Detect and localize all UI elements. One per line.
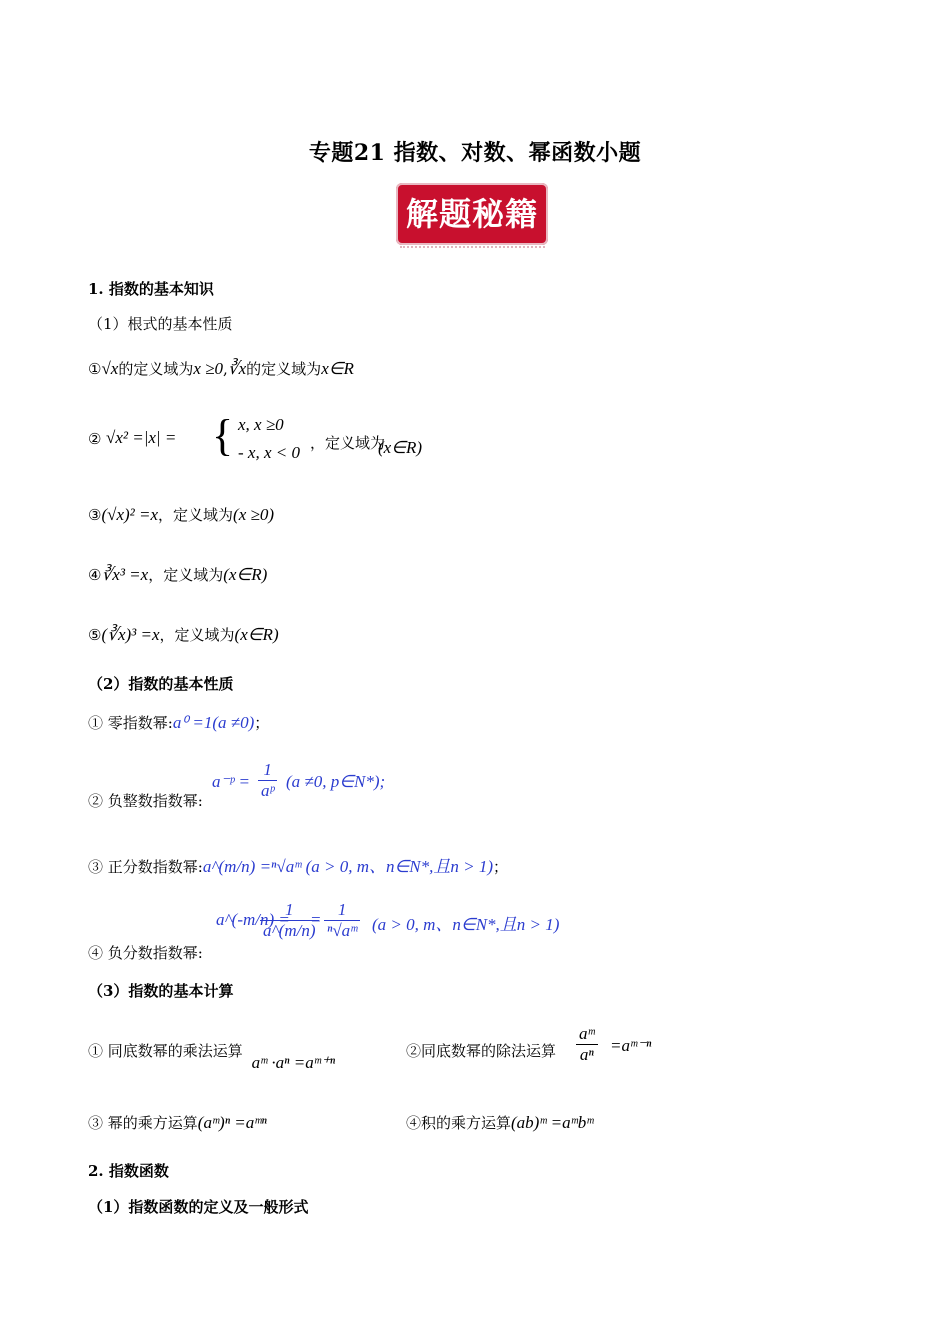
formula-condition: (a ≠0, p∈N*); — [286, 772, 386, 791]
rule-text: ，定义域为 — [310, 434, 386, 452]
fraction-denominator: ⁿ√aᵐ — [327, 921, 358, 940]
case-line-1: x, x ≥0 — [238, 415, 284, 434]
item-number: ③ — [88, 506, 102, 524]
fraction — [258, 760, 277, 801]
math-expression: ∛x — [227, 359, 247, 378]
formula: (ab)ᵐ =aᵐbᵐ — [511, 1113, 594, 1132]
formula: a⁰ =1(a ≠0) — [172, 713, 255, 732]
fraction-numerator: 1 — [260, 900, 319, 921]
formula: aᵐ ·aⁿ =aᵐ⁺ⁿ — [251, 1053, 336, 1072]
rule-text: 的定义域为 — [118, 360, 194, 378]
math-expression: √x — [101, 359, 119, 378]
badge-label: 解题秘籍 — [405, 195, 538, 233]
subsection-1-2-title: （2）指数的基本性质 — [88, 675, 234, 693]
math-expression: x ≥0 — [193, 359, 223, 378]
math-expression: (x∈R) — [234, 625, 279, 644]
page-title: 专题21 指数、对数、幂函数小题 — [308, 140, 642, 166]
subsection-2-1-title: （1）指数函数的定义及一般形式 — [88, 1198, 309, 1216]
math-expression: (√x)² =x — [101, 505, 159, 524]
rule-label: ① 同底数幂的乘法运算 — [88, 1042, 243, 1060]
left-brace: { — [212, 411, 234, 460]
exponent-rule-zero — [88, 712, 269, 733]
rule-label: ③ 正分数指数幂: — [88, 858, 203, 876]
math-expression: (x∈R) — [223, 565, 268, 584]
rule-text: ，定义域为 — [148, 566, 224, 584]
formula-result: =aᵐ⁻ⁿ — [610, 1036, 652, 1055]
section-1-heading: 1. 指数的基本知识 — [88, 280, 214, 298]
formula-lhs: a^(-m/n) = — [216, 910, 290, 929]
formula-lhs: a⁻ᵖ = — [212, 772, 251, 791]
fraction-numerator: 1 — [324, 900, 360, 921]
math-expression: x∈R — [321, 359, 354, 378]
rule-label: ② 负整数指数幂: — [88, 792, 203, 810]
fraction — [576, 1024, 598, 1065]
fraction-denominator: aⁿ — [579, 1045, 594, 1064]
rule-label: ③ 幂的乘方运算 — [88, 1114, 198, 1132]
badge-texture — [400, 246, 545, 258]
fraction-denominator: a^(m/n) — [263, 921, 316, 940]
math-expression: (∛x)³ =x — [101, 625, 160, 644]
math-expression: √x² =|x| = — [106, 428, 177, 447]
rule-label: ④ 负分数指数幂: — [88, 944, 203, 962]
formula: (aᵐ)ⁿ =aᵐⁿ — [197, 1113, 267, 1132]
math-expression: (x∈R) — [378, 438, 423, 457]
equals-sign: = — [310, 910, 322, 929]
rule-text: ，定义域为 — [158, 506, 234, 524]
math-expression: (x ≥0) — [233, 505, 274, 524]
exponent-rule-positive-fraction — [88, 852, 508, 877]
math-expression: ∛x³ =x — [101, 565, 149, 584]
fraction-denominator: aᵖ — [261, 781, 275, 800]
calc-rule-power — [88, 1112, 267, 1133]
punctuation: ； — [493, 858, 509, 876]
rule-label: ① 零指数幂: — [88, 714, 173, 732]
rule-text: ，定义域为 — [159, 626, 235, 644]
case-line-2: - x, x < 0 — [238, 443, 300, 462]
rule-text: , — [223, 360, 228, 378]
calc-rule-product-power — [406, 1112, 593, 1133]
fraction — [324, 900, 360, 941]
subsection-1-3-title: （3）指数的基本计算 — [88, 982, 234, 1000]
radical-rule-4 — [88, 564, 267, 585]
item-number: ④ — [88, 566, 102, 584]
radical-rule-5 — [88, 624, 279, 645]
formula-condition: (a > 0, m、n∈N*,且n > 1) — [372, 915, 560, 934]
rule-label: ②同底数幂的除法运算 — [406, 1042, 557, 1060]
item-number: ② — [88, 430, 102, 448]
item-number: ⑤ — [88, 626, 102, 644]
subsection-1-1-title: （1）根式的基本性质 — [88, 315, 233, 333]
punctuation: ； — [254, 714, 270, 732]
fraction-numerator: aᵐ — [576, 1024, 598, 1045]
radical-rule-1 — [88, 358, 354, 379]
calc-rule-multiply — [88, 1040, 336, 1072]
item-number: ① — [88, 360, 102, 378]
fraction-numerator: 1 — [258, 760, 277, 781]
rule-text: 的定义域为 — [246, 360, 322, 378]
section-badge — [396, 183, 548, 245]
formula: a^(m/n) =ⁿ√aᵐ (a > 0, m、n∈N*,且n > 1) — [202, 857, 494, 876]
section-2-heading: 2. 指数函数 — [88, 1162, 169, 1180]
rule-label: ④积的乘方运算 — [406, 1114, 512, 1132]
radical-rule-3 — [88, 504, 274, 525]
